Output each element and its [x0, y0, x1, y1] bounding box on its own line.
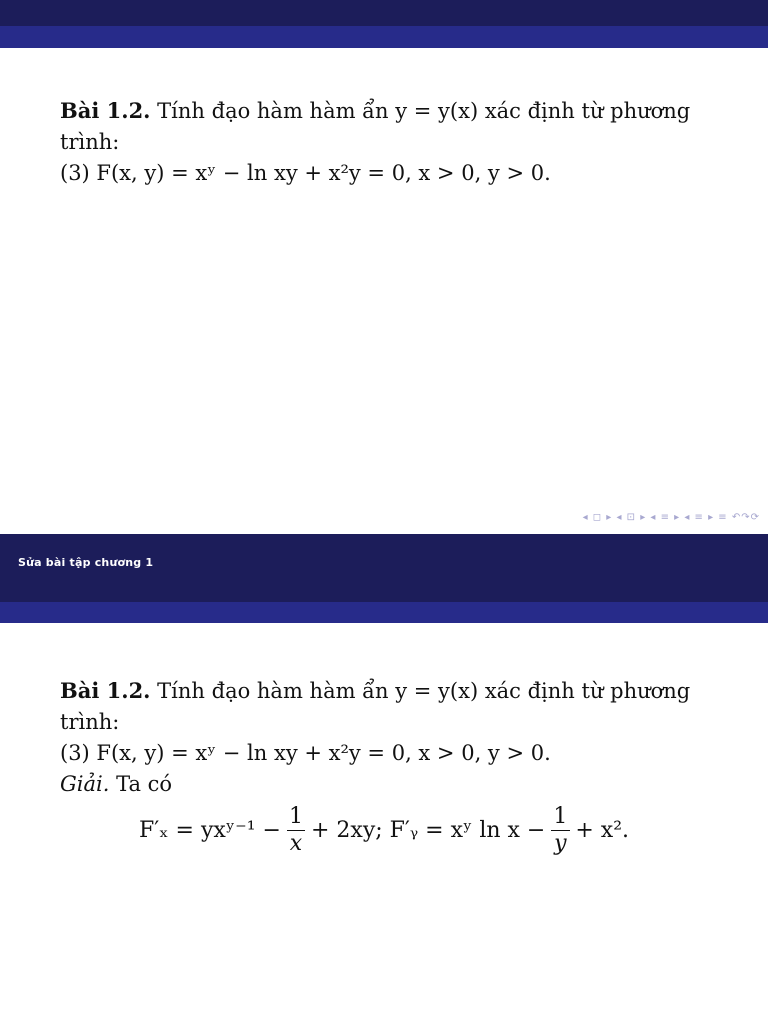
- problem-line-1: [60, 95, 708, 127]
- problem-text: Tính đạo hàm hàm ẩn y = y(x) xác định từ phương: [150, 99, 691, 123]
- problem-equation: (3) F(x, y) = xʸ − ln xy + x²y = 0, x > 0, y > 0.: [60, 741, 551, 765]
- solution-intro: [60, 769, 708, 800]
- fraction-denominator: y: [551, 830, 569, 857]
- header-band-mid: [0, 26, 768, 48]
- beamer-navigation[interactable]: ◂ ◻ ▸ ◂ ⊡ ▸ ◂ ≡ ▸ ◂ ≡ ▸ ≡ ↶↷⟳: [582, 512, 760, 523]
- problem-label: Bài 1.2.: [60, 678, 151, 703]
- fraction-numerator: 1: [553, 804, 568, 829]
- problem-line-2: trình:: [60, 710, 120, 734]
- formula-end: + x².: [575, 818, 630, 843]
- header-band-dark: [0, 534, 768, 602]
- problem-line-1: [60, 675, 708, 707]
- problem-line-2: trình:: [60, 130, 120, 154]
- formula-middle: + 2xy; F′ᵧ = xʸ ln x −: [310, 818, 546, 843]
- header-band-dark: [0, 0, 768, 26]
- problem-statement: [60, 95, 708, 189]
- solution-label: Giải.: [60, 772, 110, 796]
- fraction-1-over-y: [550, 804, 570, 857]
- header-band-mid: [0, 602, 768, 623]
- header-title: Sửa bài tập chương 1: [18, 556, 154, 569]
- formula-fx: F′ₓ = yxʸ⁻¹ −: [138, 818, 281, 843]
- problem-label: Bài 1.2.: [60, 98, 151, 123]
- solution-text: Ta có: [109, 772, 173, 796]
- fraction-denominator: x: [287, 830, 305, 857]
- fraction-numerator: 1: [288, 804, 303, 829]
- derivative-formula: [0, 804, 768, 857]
- problem-equation: (3) F(x, y) = xʸ − ln xy + x²y = 0, x > 0, y > 0.: [60, 161, 551, 185]
- slide-2: [0, 534, 768, 1024]
- problem-statement: [60, 675, 708, 800]
- problem-text: Tính đạo hàm hàm ẩn y = y(x) xác định từ phương: [150, 679, 691, 703]
- fraction-1-over-x: [286, 804, 306, 857]
